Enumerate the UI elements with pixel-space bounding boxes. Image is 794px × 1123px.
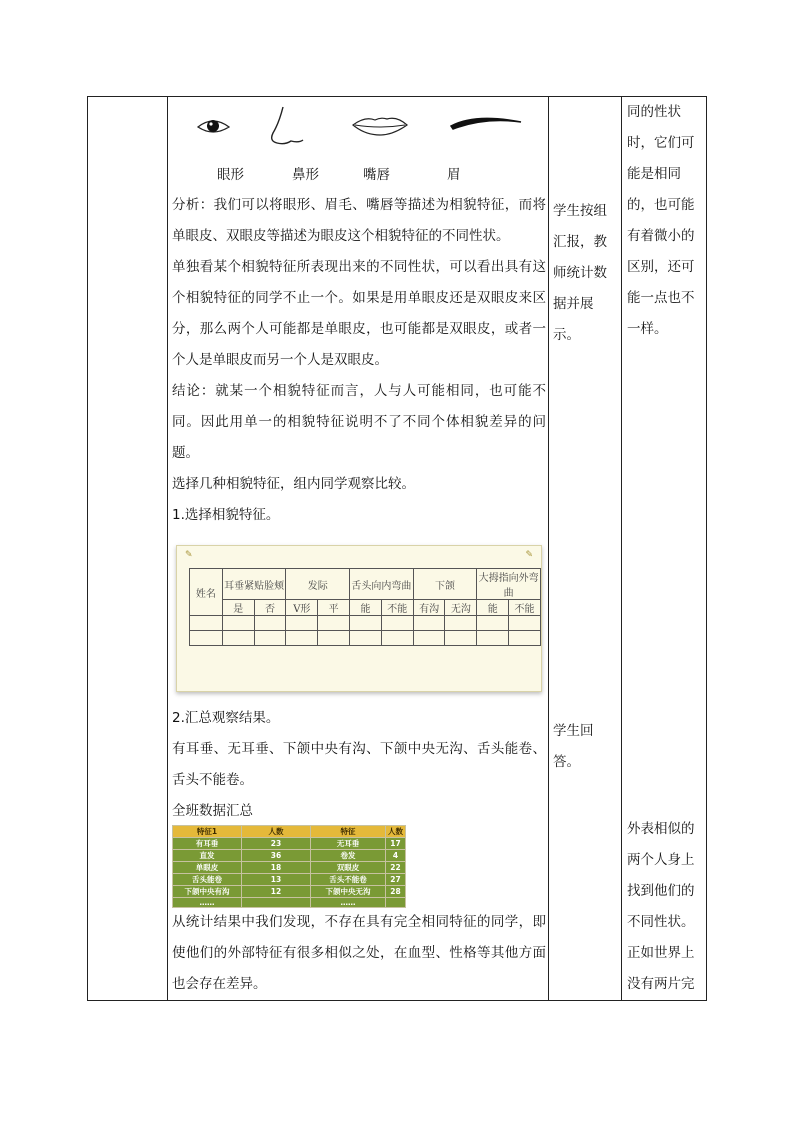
option-header: 无沟 — [445, 600, 477, 616]
name-header: 姓名 — [190, 569, 223, 616]
nose-icon — [272, 107, 303, 144]
eye-icon — [198, 120, 229, 132]
activity-paragraph: 选择几种相貌特征，组内同学观察比较。 — [172, 476, 415, 492]
group-header: 下颌 — [413, 569, 477, 600]
conclusion-paragraph: 结论：就某一个相貌特征而言，人与人可能相同，也可能不同。因此用单一的相貌特征说明不了不同个体相貌差异的问题。 — [172, 383, 546, 461]
analysis-block — [172, 190, 546, 531]
student-activity-2: 学生回答。 — [553, 723, 594, 770]
summary-row: 有耳垂 23 无耳垂 17 — [173, 838, 406, 850]
facial-features-illustration — [195, 103, 530, 151]
summary-row: 直发 36 卷发 4 — [173, 850, 406, 862]
nose-label: 鼻形 — [292, 167, 319, 183]
option-header: 否 — [254, 600, 286, 616]
summary-header: 人数 — [386, 826, 406, 838]
summary-header: 特征1 — [173, 826, 242, 838]
group-header: 舌头向内弯曲 — [350, 569, 414, 600]
worksheet-empty-row — [190, 631, 541, 646]
results-block — [172, 703, 546, 827]
explanation-paragraph: 单独看某个相貌特征所表现出来的不同性状，可以看出具有这个相貌特征的同学不止一个。如果是用单眼皮还是双眼皮来区分，那么两个人可能都是单眼皮，也可能都是双眼皮，或者一个人是单眼皮而另一个人是双眼皮。 — [172, 259, 546, 368]
column-divider-2 — [548, 96, 549, 1001]
eyebrow-icon — [451, 118, 521, 129]
lips-label: 嘴唇 — [363, 167, 390, 183]
observation-worksheet — [176, 545, 542, 692]
summary-header: 特征 — [311, 826, 386, 838]
design-intent-2: 外表相似的两个人身上找到他们的不同性状。正如世界上没有两片完 — [627, 821, 695, 992]
worksheet-table — [189, 568, 541, 646]
group-header: 大拇指向外弯曲 — [477, 569, 541, 600]
summary-title: 全班数据汇总 — [172, 803, 253, 819]
option-header: V形 — [286, 600, 318, 616]
option-header: 能 — [350, 600, 382, 616]
summary-row: 下颌中央有沟 12 下颌中央无沟 28 — [173, 886, 406, 898]
summary-row: 舌头能卷 13 舌头不能卷 27 — [173, 874, 406, 886]
worksheet-empty-row — [190, 616, 541, 631]
group-header: 耳垂紧贴脸颊 — [222, 569, 286, 600]
final-conclusion-paragraph: 从统计结果中我们发现，不存在具有完全相同特征的同学，即使他们的外部特征有很多相似之处，在血型、性格等其他方面也会存在差异。 — [172, 914, 546, 992]
final-conclusion-block — [172, 907, 546, 1000]
design-intent-1: 同的性状时，它们可能是相同的，也可能有着微小的区别，还可能一点也不一样。 — [627, 104, 695, 337]
pin-icon: ✎ — [525, 550, 533, 560]
option-header: 是 — [222, 600, 254, 616]
class-summary-table — [172, 825, 406, 908]
summary-row: 单眼皮 18 双眼皮 22 — [173, 862, 406, 874]
step-1-heading: 1.选择相貌特征。 — [172, 507, 280, 523]
option-header: 平 — [318, 600, 350, 616]
analysis-paragraph: 分析：我们可以将眼形、眉毛、嘴唇等描述为相貌特征，而将单眼皮、双眼皮等描述为眼皮这个相貌特征的不同性状。 — [172, 197, 546, 244]
brow-label: 眉 — [447, 167, 461, 183]
group-header: 发际 — [286, 569, 350, 600]
column-divider-1 — [167, 96, 168, 1001]
eye-label: 眼形 — [217, 167, 244, 183]
summary-row: …… …… — [173, 898, 406, 908]
student-activity-1: 学生按组汇报，教师统计数据并展示。 — [553, 203, 607, 343]
pin-icon: ✎ — [185, 550, 193, 560]
option-header: 能 — [477, 600, 509, 616]
lips-icon — [353, 118, 407, 135]
option-header: 有沟 — [413, 600, 445, 616]
option-header: 不能 — [509, 600, 541, 616]
summary-header: 人数 — [242, 826, 311, 838]
traits-list-text: 有耳垂、无耳垂、下颌中央有沟、下颌中央无沟、舌头能卷、舌头不能卷。 — [172, 741, 546, 788]
step-2-heading: 2.汇总观察结果。 — [172, 710, 280, 726]
column-divider-3 — [621, 96, 622, 1001]
option-header: 不能 — [381, 600, 413, 616]
